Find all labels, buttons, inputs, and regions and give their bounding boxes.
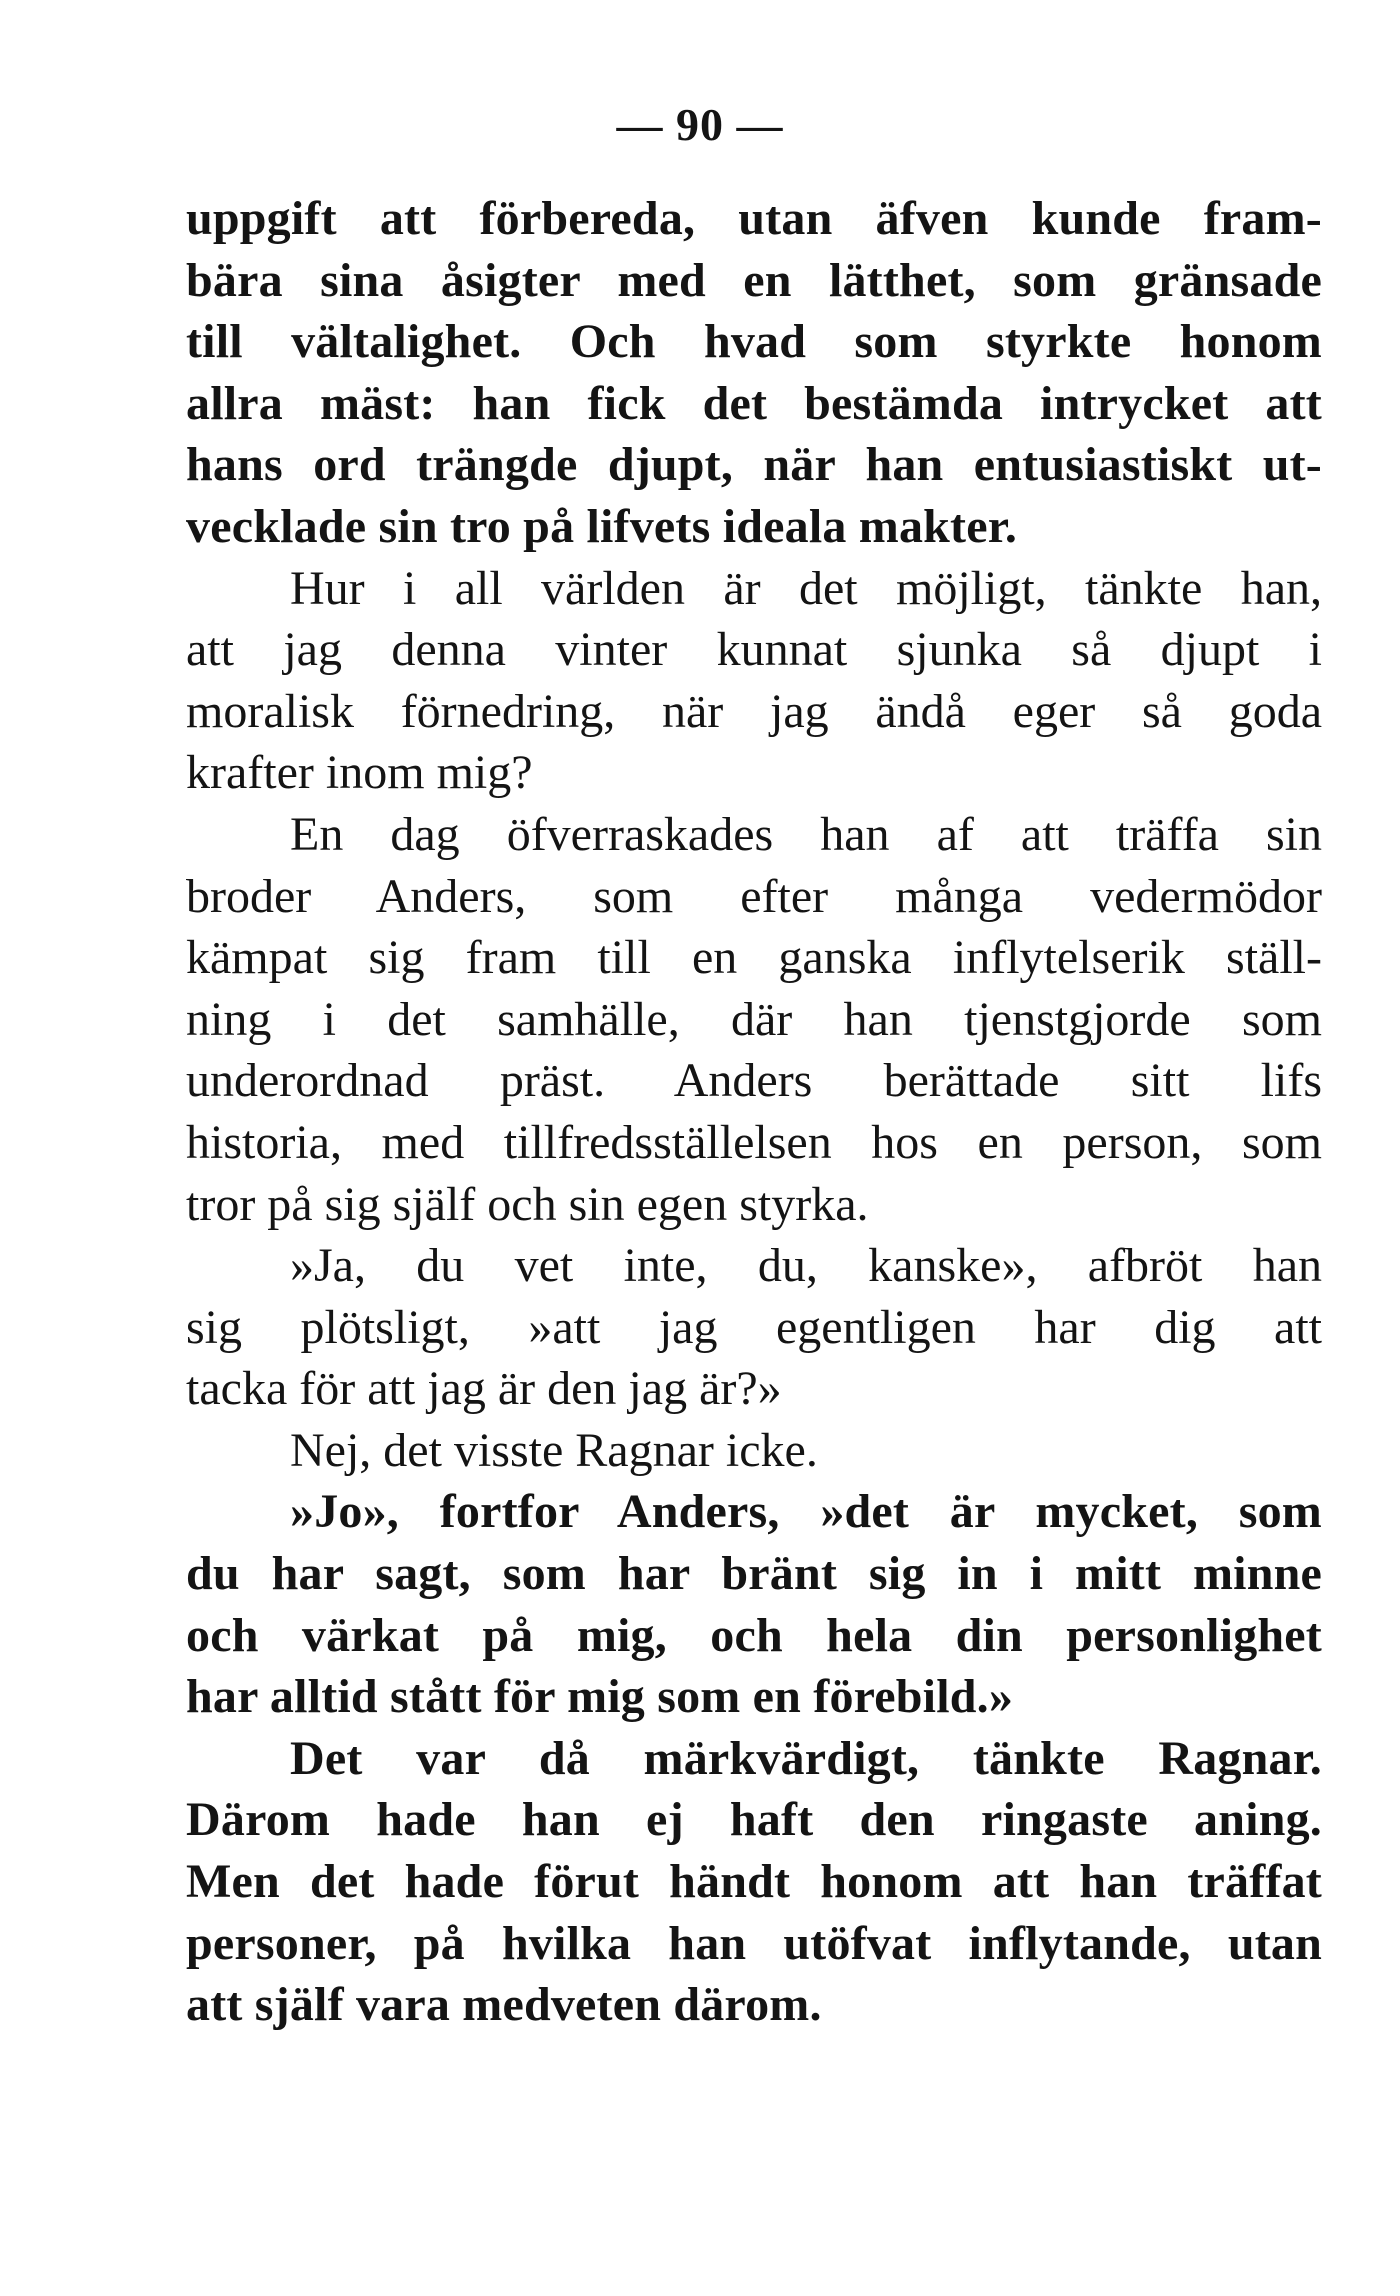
text-line: tror på sig själf och sin egen styrka.: [186, 1177, 869, 1231]
text-line: »Ja, du vet inte, du, kanske», afbröt han: [290, 1239, 1322, 1293]
text-line: allra mäst: han fick det bestämda intrycket att: [186, 376, 1322, 430]
page-number: — 90 —: [616, 99, 784, 150]
text-line: sig plötsligt, »att jag egentligen har dig att: [186, 1300, 1322, 1354]
text-line: Hur i all världen är det möjligt, tänkte han,: [290, 561, 1322, 615]
text-line: En dag öfverraskades han af att träffa sin: [290, 807, 1322, 861]
text-line: hans ord trängde djupt, när han entusiastiskt ut-: [186, 438, 1322, 492]
text-line: underordnad präst. Anders berättade sitt lifs: [186, 1054, 1322, 1108]
text-line: uppgift att förbereda, utan äfven kunde fram-: [186, 192, 1322, 245]
text-line: krafter inom mig?: [186, 746, 533, 800]
text-line: har alltid stått för mig som en förebild.»: [186, 1670, 1014, 1724]
text-line: Det var då märkvärdigt, tänkte Ragnar.: [290, 1731, 1322, 1785]
text-line: ning i det samhälle, där han tjenstgjorde som: [186, 992, 1322, 1046]
text-line: att jag denna vinter kunnat sjunka så djupt i: [186, 623, 1322, 677]
text-line: »Jo», fortfor Anders, »det är mycket, som: [290, 1485, 1322, 1539]
body-text: [186, 188, 1322, 2036]
text-line: historia, med tillfredsställelsen hos en person, som: [186, 1115, 1322, 1169]
text-line: broder Anders, som efter många vedermödor: [186, 869, 1322, 923]
text-line: tacka för att jag är den jag är?»: [186, 1362, 782, 1416]
text-line: bära sina åsigter med en lätthet, som gränsade: [186, 253, 1322, 307]
text-line: Nej, det visste Ragnar icke.: [290, 1423, 818, 1477]
text-line: du har sagt, som har bränt sig in i mitt minne: [186, 1547, 1322, 1601]
text-line: Men det hade förut händt honom att han träffat: [186, 1855, 1322, 1909]
text-line: att själf vara medveten därom.: [186, 1978, 822, 2032]
text-line: och värkat på mig, och hela din personlighet: [186, 1608, 1322, 1662]
text-line: Därom hade han ej haft den ringaste aning.: [186, 1793, 1322, 1847]
text-line: personer, på hvilka han utöfvat inflytande, utan: [186, 1916, 1322, 1970]
text-line: moralisk förnedring, när jag ändå eger så goda: [186, 684, 1322, 738]
text-line: vecklade sin tro på lifvets ideala makter.: [186, 499, 1018, 553]
text-line: kämpat sig fram till en ganska inflytelserik ställ-: [186, 931, 1322, 985]
text-line: till vältalighet. Och hvad som styrkte honom: [186, 315, 1322, 369]
